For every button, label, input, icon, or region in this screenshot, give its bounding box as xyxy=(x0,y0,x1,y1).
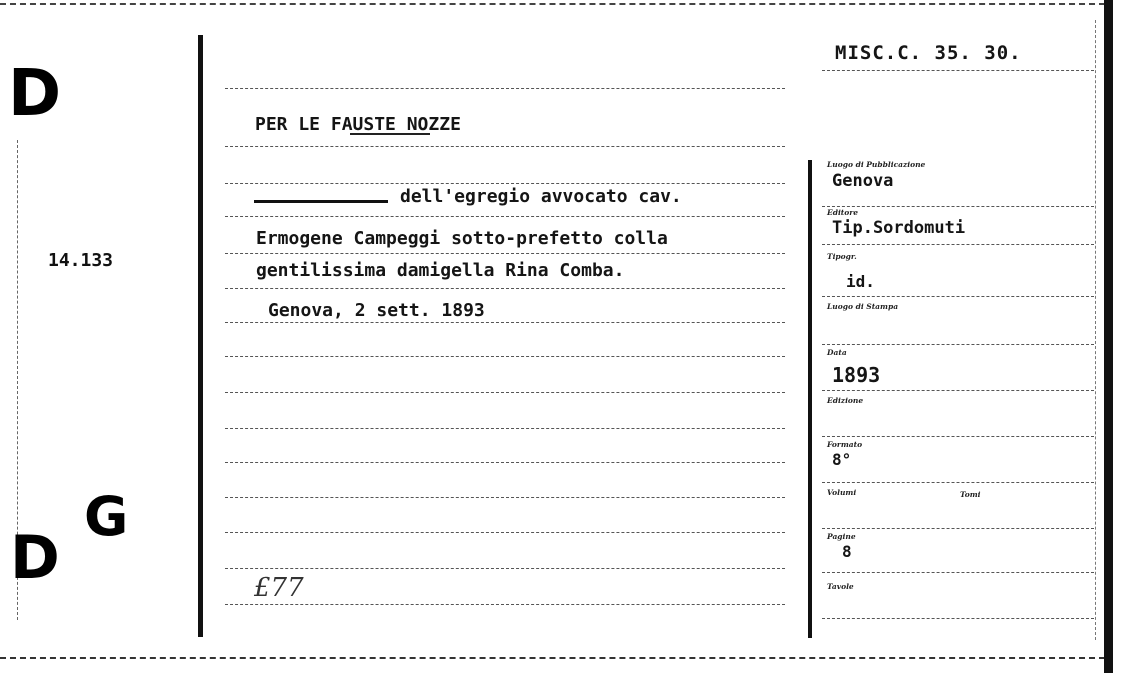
left-column-rule xyxy=(198,35,203,637)
value-luogo-pubblicazione: Genova xyxy=(832,171,894,191)
label-luogo-pubblicazione: Luogo di Pubblicazione xyxy=(827,160,926,169)
rule-4 xyxy=(225,216,785,217)
title-line xyxy=(255,114,461,135)
title-underline xyxy=(350,133,430,135)
bottom-border xyxy=(0,657,1105,659)
label-editore: Editore xyxy=(827,208,858,217)
label-tavole: Tavole xyxy=(827,582,854,591)
rule-7 xyxy=(225,322,785,323)
rule-15 xyxy=(225,604,785,605)
value-editore: Tip.Sordomuti xyxy=(832,218,966,238)
rule-tipografo xyxy=(822,296,1094,297)
rule-formato xyxy=(822,482,1094,483)
rule-14 xyxy=(225,568,785,569)
shelfmark-rule xyxy=(822,70,1094,71)
label-tomi: Tomi xyxy=(960,490,981,499)
dash-lead xyxy=(254,200,388,203)
rule-8 xyxy=(225,356,785,357)
label-volumi: Volumi xyxy=(827,488,857,497)
rule-12 xyxy=(225,497,785,498)
rule-luogo-pubblicazione xyxy=(822,206,1094,207)
title-text: PER LE FAUSTE NOZZE xyxy=(255,114,461,135)
rule-data xyxy=(822,390,1094,391)
top-border xyxy=(0,3,1105,5)
rule-3 xyxy=(225,183,785,184)
value-formato: 8° xyxy=(832,450,852,469)
rule-2 xyxy=(225,146,785,147)
value-tipografo: id. xyxy=(846,272,875,291)
right-panel-rule xyxy=(808,160,812,638)
stamp-letter-bottom: D xyxy=(10,523,60,593)
inventory-number: 14.133 xyxy=(48,250,114,271)
rule-edizione xyxy=(822,436,1094,437)
stamp-letter-middle: G xyxy=(84,485,129,548)
rule-11 xyxy=(225,462,785,463)
rule-volumi xyxy=(822,528,1094,529)
rule-10 xyxy=(225,428,785,429)
label-tipografo: Tipogr. xyxy=(827,252,857,261)
rule-13 xyxy=(225,532,785,533)
label-edizione: Edizione xyxy=(827,396,864,405)
value-data: 1893 xyxy=(832,363,881,387)
label-pagine: Pagine xyxy=(827,532,856,541)
stamp-letter-top: D xyxy=(8,57,62,131)
label-luogo-stampa: Luogo di Stampa xyxy=(827,302,899,311)
body-line-3: gentilissima damigella Rina Comba. xyxy=(256,260,625,281)
rule-6 xyxy=(225,288,785,289)
body-line-4: Genova, 2 sett. 1893 xyxy=(268,300,485,321)
right-dotted-edge xyxy=(1095,20,1096,640)
body-line-2: Ermogene Campeggi sotto-prefetto colla xyxy=(256,228,668,249)
shelfmark: MISC.C. 35. 30. xyxy=(835,42,1022,64)
label-formato: Formato xyxy=(827,440,863,449)
rule-pagine xyxy=(822,572,1094,573)
handwritten-note: £77 xyxy=(254,573,304,603)
rule-5 xyxy=(225,253,785,254)
label-data: Data xyxy=(827,348,847,357)
rule-9 xyxy=(225,392,785,393)
body-line-1: dell'egregio avvocato cav. xyxy=(400,186,682,207)
value-pagine: 8 xyxy=(842,542,852,561)
rule-1 xyxy=(225,88,785,89)
right-edge xyxy=(1104,0,1113,673)
rule-luogo-stampa xyxy=(822,344,1094,345)
rule-editore xyxy=(822,244,1094,245)
rule-tavole xyxy=(822,618,1094,619)
